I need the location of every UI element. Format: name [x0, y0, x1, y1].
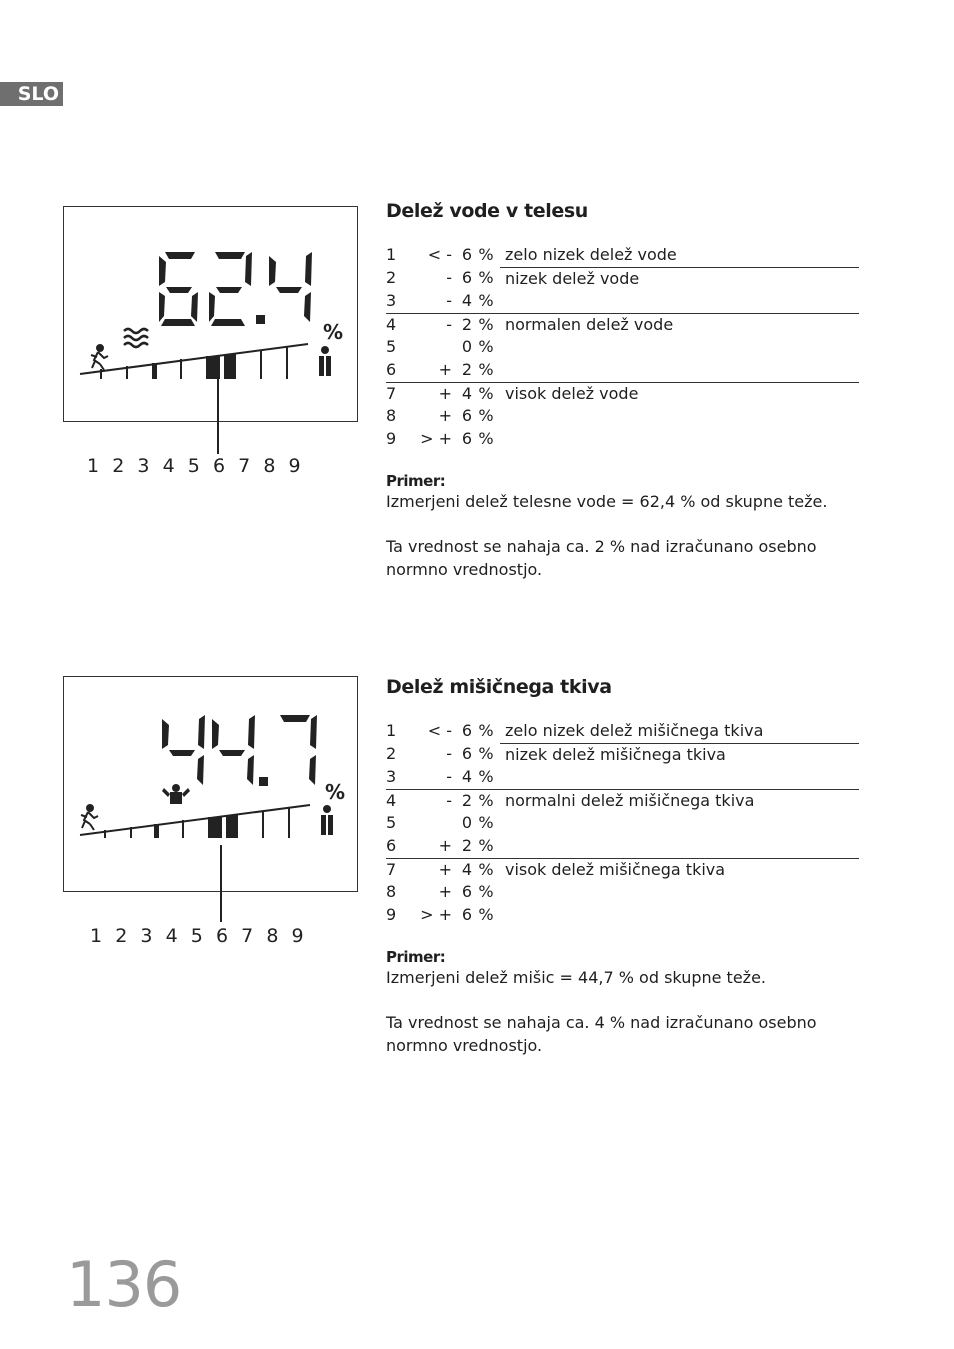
row-value: 0	[461, 337, 472, 357]
scale-number: 5	[187, 455, 200, 477]
scale-number: 8	[266, 925, 279, 947]
scale-numbers	[87, 455, 314, 477]
row-unit: %	[478, 359, 494, 379]
row-number: 3	[386, 291, 397, 311]
scale-number: 9	[288, 455, 301, 477]
row-number: 1	[386, 721, 397, 740]
row-unit: %	[478, 721, 494, 740]
row-description	[500, 812, 859, 835]
note-line-2: normno vrednostjo.	[386, 1036, 543, 1056]
row-description	[500, 290, 859, 313]
water-section	[386, 196, 859, 581]
lcd-reading-digits	[159, 252, 312, 326]
scale-number: 7	[238, 455, 251, 477]
row-unit: %	[478, 744, 494, 764]
row-sign: < -	[427, 245, 452, 264]
note-line-2: normno vrednostjo.	[386, 560, 543, 580]
row-value: 2	[461, 835, 472, 855]
row-unit: %	[478, 767, 494, 787]
row-value: 6	[461, 406, 472, 426]
row-number: 3	[386, 767, 397, 787]
row-unit: %	[478, 882, 494, 902]
row-sign: -	[446, 744, 452, 764]
section-title: Delež mišičnega tkiva	[386, 676, 612, 698]
table-row	[386, 244, 859, 267]
scale-number: 8	[263, 455, 276, 477]
person-icon	[321, 805, 333, 835]
table-row	[386, 904, 859, 927]
row-unit: %	[478, 245, 494, 264]
scale-number: 9	[291, 925, 304, 947]
lcd-digit-4	[212, 715, 255, 785]
row-sign	[412, 336, 458, 359]
table-row	[386, 720, 859, 743]
table-row	[386, 405, 859, 428]
muscle-figure-icon	[162, 784, 190, 804]
row-unit: %	[478, 268, 494, 288]
table-row	[386, 290, 859, 313]
row-sign: +	[438, 406, 452, 426]
row-unit: %	[478, 813, 494, 833]
lcd-display-muscle	[63, 676, 358, 892]
scale-number: 1	[90, 925, 103, 947]
row-value: 6	[461, 882, 472, 902]
scale-number: 2	[112, 455, 125, 477]
row-sign: +	[412, 382, 458, 405]
scale-number: 3	[137, 455, 150, 477]
row-description: normalni delež mišičnega tkiva	[500, 789, 859, 812]
row-sign: -	[446, 268, 452, 288]
row-description: zelo nizek delež vode	[500, 244, 859, 267]
scale-number: 3	[140, 925, 153, 947]
table-row	[386, 812, 859, 835]
row-description	[500, 359, 859, 382]
row-description	[500, 881, 859, 904]
scale-number: 1	[87, 455, 100, 477]
row-number: 8	[386, 882, 397, 902]
table-row	[386, 789, 859, 812]
table-row	[386, 359, 859, 382]
scale-number: 4	[165, 925, 178, 947]
row-value: 2	[458, 789, 472, 812]
row-sign: > +	[420, 428, 452, 448]
lcd-reading-digits	[162, 715, 317, 786]
muscle-section	[386, 672, 859, 1057]
row-description	[500, 428, 859, 451]
row-description: zelo nizek delež mišičnega tkiva	[500, 720, 859, 743]
lcd-digit-7	[280, 715, 317, 785]
example-text: Izmerjeni delež mišic = 44,7 % od skupne teže.	[386, 968, 766, 988]
example-text: Izmerjeni delež telesne vode = 62,4 % od skupne teže.	[386, 492, 828, 512]
row-number: 5	[386, 813, 397, 833]
lcd-decimal-point	[259, 777, 268, 786]
row-sign	[412, 812, 458, 835]
scale-baseline	[80, 805, 310, 835]
example-label: Primer:	[386, 472, 446, 491]
row-sign: +	[438, 835, 452, 855]
row-description: visok delež vode	[500, 382, 859, 405]
row-value: 2	[461, 359, 472, 379]
table-row	[386, 743, 859, 766]
row-number: 5	[386, 337, 397, 357]
row-value: 6	[461, 268, 472, 288]
row-value: 6	[461, 721, 472, 740]
scale-number: 4	[162, 455, 175, 477]
row-description	[500, 835, 859, 858]
row-value: 4	[461, 767, 472, 787]
table-row	[386, 267, 859, 290]
row-number: 7	[386, 858, 412, 881]
lcd-graphic	[64, 677, 359, 893]
row-value: 4	[461, 291, 472, 311]
row-number: 6	[386, 835, 397, 855]
row-unit: %	[478, 904, 494, 924]
row-description	[500, 405, 859, 428]
row-sign: -	[412, 789, 458, 812]
example-label: Primer:	[386, 948, 446, 967]
lcd-display-water	[63, 206, 358, 422]
row-unit: %	[478, 291, 494, 311]
row-unit: %	[472, 382, 500, 405]
scale-ticks	[104, 808, 290, 838]
row-sign: > +	[420, 904, 452, 924]
row-value: 6	[461, 744, 472, 764]
lcd-digit-4	[269, 252, 312, 322]
table-row	[386, 313, 859, 336]
scale-number: 7	[241, 925, 254, 947]
row-sign: +	[438, 359, 452, 379]
page-number: 136	[66, 1248, 182, 1321]
row-value: 4	[458, 858, 472, 881]
lcd-decimal-point	[256, 315, 265, 324]
row-unit: %	[478, 428, 494, 448]
row-number: 2	[386, 268, 397, 288]
row-value: 6	[461, 428, 472, 448]
row-description: visok delež mišičnega tkiva	[500, 858, 859, 881]
table-row	[386, 428, 859, 451]
percent-symbol: %	[325, 780, 346, 804]
row-description: nizek delež vode	[505, 268, 640, 288]
row-value: 6	[461, 904, 472, 924]
row-value: 6	[461, 245, 472, 264]
row-number: 6	[386, 359, 397, 379]
row-number: 9	[386, 428, 397, 448]
row-number: 4	[386, 789, 412, 812]
scale-ticks	[100, 347, 288, 379]
row-value: 4	[458, 382, 472, 405]
scale-number: 6	[215, 925, 229, 947]
row-unit: %	[472, 313, 500, 336]
scale-numbers	[90, 925, 317, 947]
row-sign: -	[446, 291, 452, 311]
row-number: 2	[386, 744, 397, 764]
row-description	[500, 904, 859, 927]
row-description	[500, 766, 859, 789]
athlete-icon	[81, 805, 98, 830]
row-sign: -	[446, 767, 452, 787]
water-waves-icon	[124, 329, 148, 347]
indicator-pointer	[220, 845, 222, 922]
lcd-digit-4	[162, 715, 205, 785]
table-row	[386, 766, 859, 789]
table-row	[386, 835, 859, 858]
table-row	[386, 881, 859, 904]
row-sign: -	[412, 313, 458, 336]
range-table	[386, 720, 859, 926]
person-icon	[319, 346, 331, 376]
scale-number: 5	[190, 925, 203, 947]
row-number: 8	[386, 406, 397, 426]
row-description	[500, 336, 859, 359]
row-unit: %	[472, 789, 500, 812]
row-description: nizek delež mišičnega tkiva	[505, 744, 726, 764]
row-sign: +	[438, 882, 452, 902]
table-row	[386, 382, 859, 405]
note-line-1: Ta vrednost se nahaja ca. 4 % nad izračunano osebno	[386, 1013, 817, 1033]
row-number: 9	[386, 904, 397, 924]
row-description: normalen delež vode	[500, 313, 859, 336]
row-unit: %	[478, 337, 494, 357]
scale-baseline	[80, 344, 308, 374]
range-table	[386, 244, 859, 450]
language-tab: SLO	[0, 82, 63, 106]
lcd-digit-2	[209, 252, 252, 326]
row-sign: < -	[427, 721, 452, 740]
lcd-graphic	[64, 207, 359, 423]
row-unit: %	[472, 858, 500, 881]
section-title: Delež vode v telesu	[386, 200, 588, 222]
row-number: 7	[386, 382, 412, 405]
table-row	[386, 336, 859, 359]
row-sign: +	[412, 858, 458, 881]
row-value: 2	[458, 313, 472, 336]
note-line-1: Ta vrednost se nahaja ca. 2 % nad izračunano osebno	[386, 537, 817, 557]
percent-symbol: %	[323, 320, 344, 344]
row-unit: %	[478, 406, 494, 426]
scale-number: 2	[115, 925, 128, 947]
scale-number: 6	[212, 455, 226, 477]
row-number: 4	[386, 313, 412, 336]
table-row	[386, 858, 859, 881]
athlete-icon	[91, 345, 108, 370]
indicator-pointer	[217, 378, 219, 454]
lcd-digit-6	[159, 252, 198, 326]
row-unit: %	[478, 835, 494, 855]
row-value: 0	[461, 813, 472, 833]
row-number: 1	[386, 245, 397, 264]
